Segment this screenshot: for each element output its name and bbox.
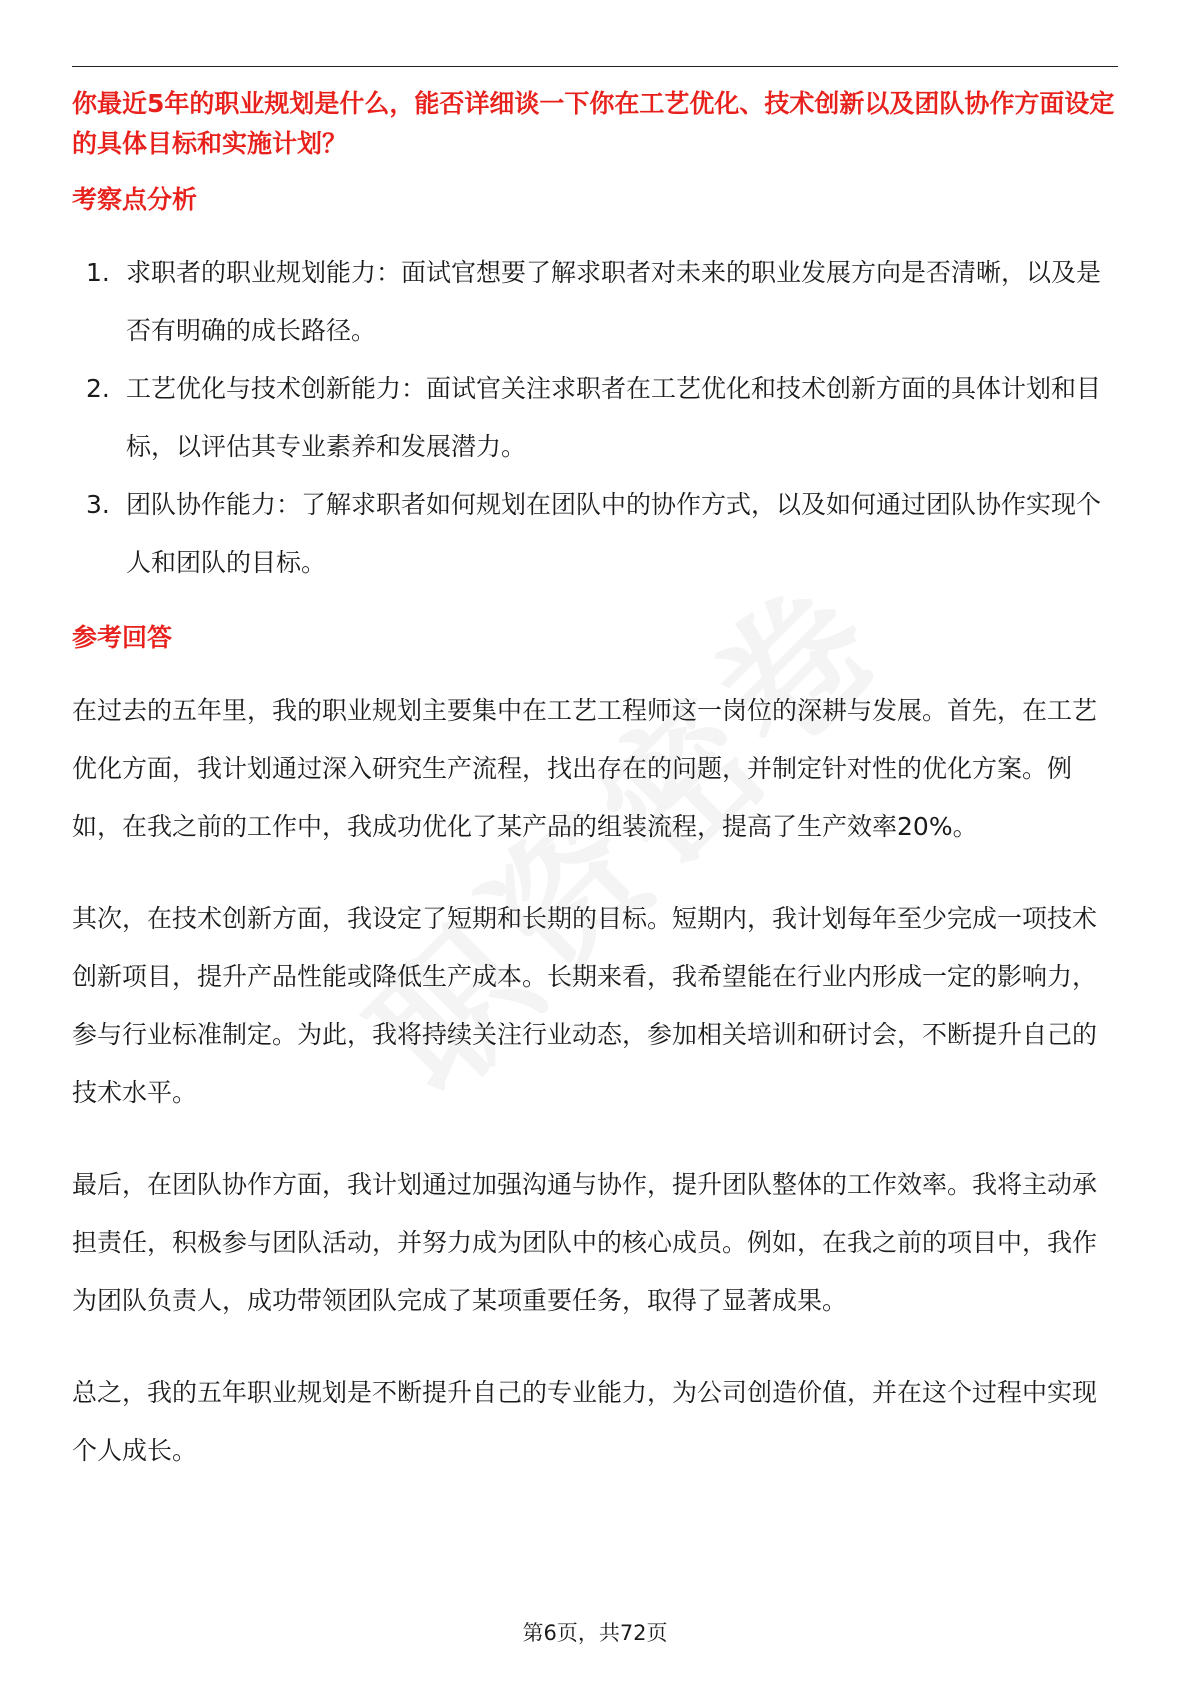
answer-paragraph-2: 其次，在技术创新方面，我设定了短期和长期的目标。短期内，我计划每年至少完成一项技术创新项目，提升产品性能或降低生产成本。长期来看，我希望能在行业内形成一定的影响力，参与行业标准制定。为此，我将持续关注行业动态，参加相关培训和研讨会，不断提升自己的技术水平。 xyxy=(72,904,1098,1107)
header-rule xyxy=(72,66,1118,67)
answer-paragraph-4: 总之，我的五年职业规划是不断提升自己的专业能力，为公司创造价值，并在这个过程中实现个人成长。 xyxy=(72,1378,1098,1465)
point-number: 1. xyxy=(86,258,110,287)
analysis-heading: 考察点分析 xyxy=(72,185,198,214)
point-number: 2. xyxy=(86,374,110,403)
analysis-point-1 xyxy=(72,244,1118,360)
analysis-points xyxy=(72,244,1118,592)
answer-paragraph-1: 在过去的五年里，我的职业规划主要集中在工艺工程师这一岗位的深耕与发展。首先，在工艺优化方面，我计划通过深入研究生产流程，找出存在的问题，并制定针对性的优化方案。例如，在我之前的工作中，我成功优化了某产品的组装流程，提高了生产效率20%。 xyxy=(72,696,1098,841)
answer-heading: 参考回答 xyxy=(72,623,173,652)
interview-question: 你最近5年的职业规划是什么，能否详细谈一下你在工艺优化、技术创新以及团队协作方面设定的具体目标和实施计划？ xyxy=(72,89,1115,158)
point-text: 团队协作能力：了解求职者如何规划在团队中的协作方式，以及如何通过团队协作实现个人和团队的目标。 xyxy=(126,490,1102,577)
point-number: 3. xyxy=(86,490,110,519)
analysis-point-2 xyxy=(72,360,1118,476)
analysis-point-3 xyxy=(72,476,1118,592)
page-footer: 第6页，共72页 xyxy=(522,1621,668,1645)
content-area xyxy=(72,84,1118,1480)
point-text: 工艺优化与技术创新能力：面试官关注求职者在工艺优化和技术创新方面的具体计划和目标，以评估其专业素养和发展潜力。 xyxy=(126,374,1102,461)
answer-paragraph-3: 最后，在团队协作方面，我计划通过加强沟通与协作，提升团队整体的工作效率。我将主动承担责任，积极参与团队活动，并努力成为团队中的核心成员。例如，在我之前的项目中，我作为团队负责人，成功带领团队完成了某项重要任务，取得了显著成果。 xyxy=(72,1170,1098,1315)
point-text: 求职者的职业规划能力：面试官想要了解求职者对未来的职业发展方向是否清晰，以及是否有明确的成长路径。 xyxy=(126,258,1102,345)
